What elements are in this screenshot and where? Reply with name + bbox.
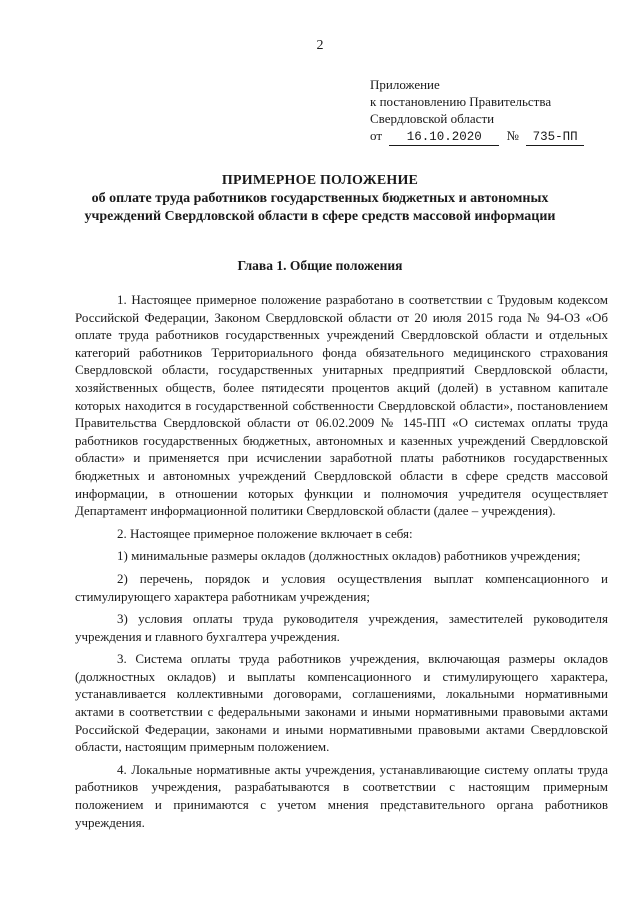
page-number: 2 bbox=[316, 38, 324, 53]
appendix-block bbox=[370, 76, 584, 146]
document-title bbox=[60, 172, 580, 226]
number-sign: № bbox=[506, 128, 519, 143]
date-prefix: от bbox=[370, 128, 383, 143]
document-subtitle-line-2: учреждений Свердловской области в сфере средств массовой информации bbox=[84, 209, 556, 224]
paragraph-4: 4. Локальные нормативные акты учреждения, устанавливающие систему оплаты труда работников учреждения, разрабатываются в соответствии с настоящим примерным положением и принимаются с учетом мнения представительного органа работников учреждения. bbox=[75, 761, 608, 830]
chapter-heading: Глава 1. Общие положения bbox=[237, 258, 403, 273]
document-subtitle-line-1: об оплате труда работников государственных бюджетных и автономных bbox=[91, 191, 549, 206]
paragraph-3: 3. Система оплаты труда работников учреждения, включающая размеры окладов (должностных окладов) и выплаты компенсационного и стимулирующего характера, устанавливается коллективными договорами, соглашениями, локальными нормативными актами в соответствии с федеральными законами и иными нормативными правовыми актами Российской Федерации, законами и иными нормативными правовыми актами Свердловской области, настоящим примерным положением. bbox=[75, 651, 608, 755]
paragraph-1: 1. Настоящее примерное положение разработано в соответствии с Трудовым кодексом Российской Федерации, Законом Свердловской области от 20 июля 2015 года № 94-ОЗ «Об оплате труда работников государственных учреждений Свердловской области и отдельных категорий работников Территориального фонда обязательного медицинского страхования Свердловской области, государственных унитарных предприятий Свердловской области, хозяйственных обществ, более пятидесяти процентов акций (долей) в уставном капитале которых находится в государственной собственности Свердловской области», постановлением Правительства Свердловской области от 06.02.2009 № 145-ПП «О системах оплаты труда работников государственных бюджетных, автономных и казенных учреждений Свердловской области» и применяется при исчислении заработной платы работников государственных бюджетных и автономных учреждений Свердловской области в сфере средств массовой информации, в отношении которых функции и полномочия учредителя осуществляет Департамент информационной политики Свердловской области (далее – учреждения). bbox=[75, 292, 608, 519]
appendix-region-line: Свердловской области bbox=[370, 111, 495, 126]
appendix-label: Приложение bbox=[370, 77, 440, 92]
resolution-number: 735-ПП bbox=[526, 130, 584, 146]
document-body bbox=[75, 291, 608, 836]
appendix-resolution-line: к постановлению Правительства bbox=[370, 94, 552, 109]
paragraph-2-item-2: 2) перечень, порядок и условия осуществления выплат компенсационного и стимулирующего характера работникам учреждения; bbox=[75, 570, 608, 604]
document-title-main: ПРИМЕРНОЕ ПОЛОЖЕНИЕ bbox=[221, 173, 419, 188]
paragraph-2: 2. Настоящее примерное положение включает в себя: bbox=[117, 525, 413, 541]
resolution-date: 16.10.2020 bbox=[389, 130, 499, 146]
paragraph-2-item-1: 1) минимальные размеры окладов (должностных окладов) работников учреждения; bbox=[117, 548, 581, 564]
paragraph-2-item-3: 3) условия оплаты труда руководителя учреждения, заместителей руководителя учреждения и главного бухгалтера учреждения. bbox=[75, 611, 608, 644]
appendix-date-row bbox=[370, 127, 584, 146]
